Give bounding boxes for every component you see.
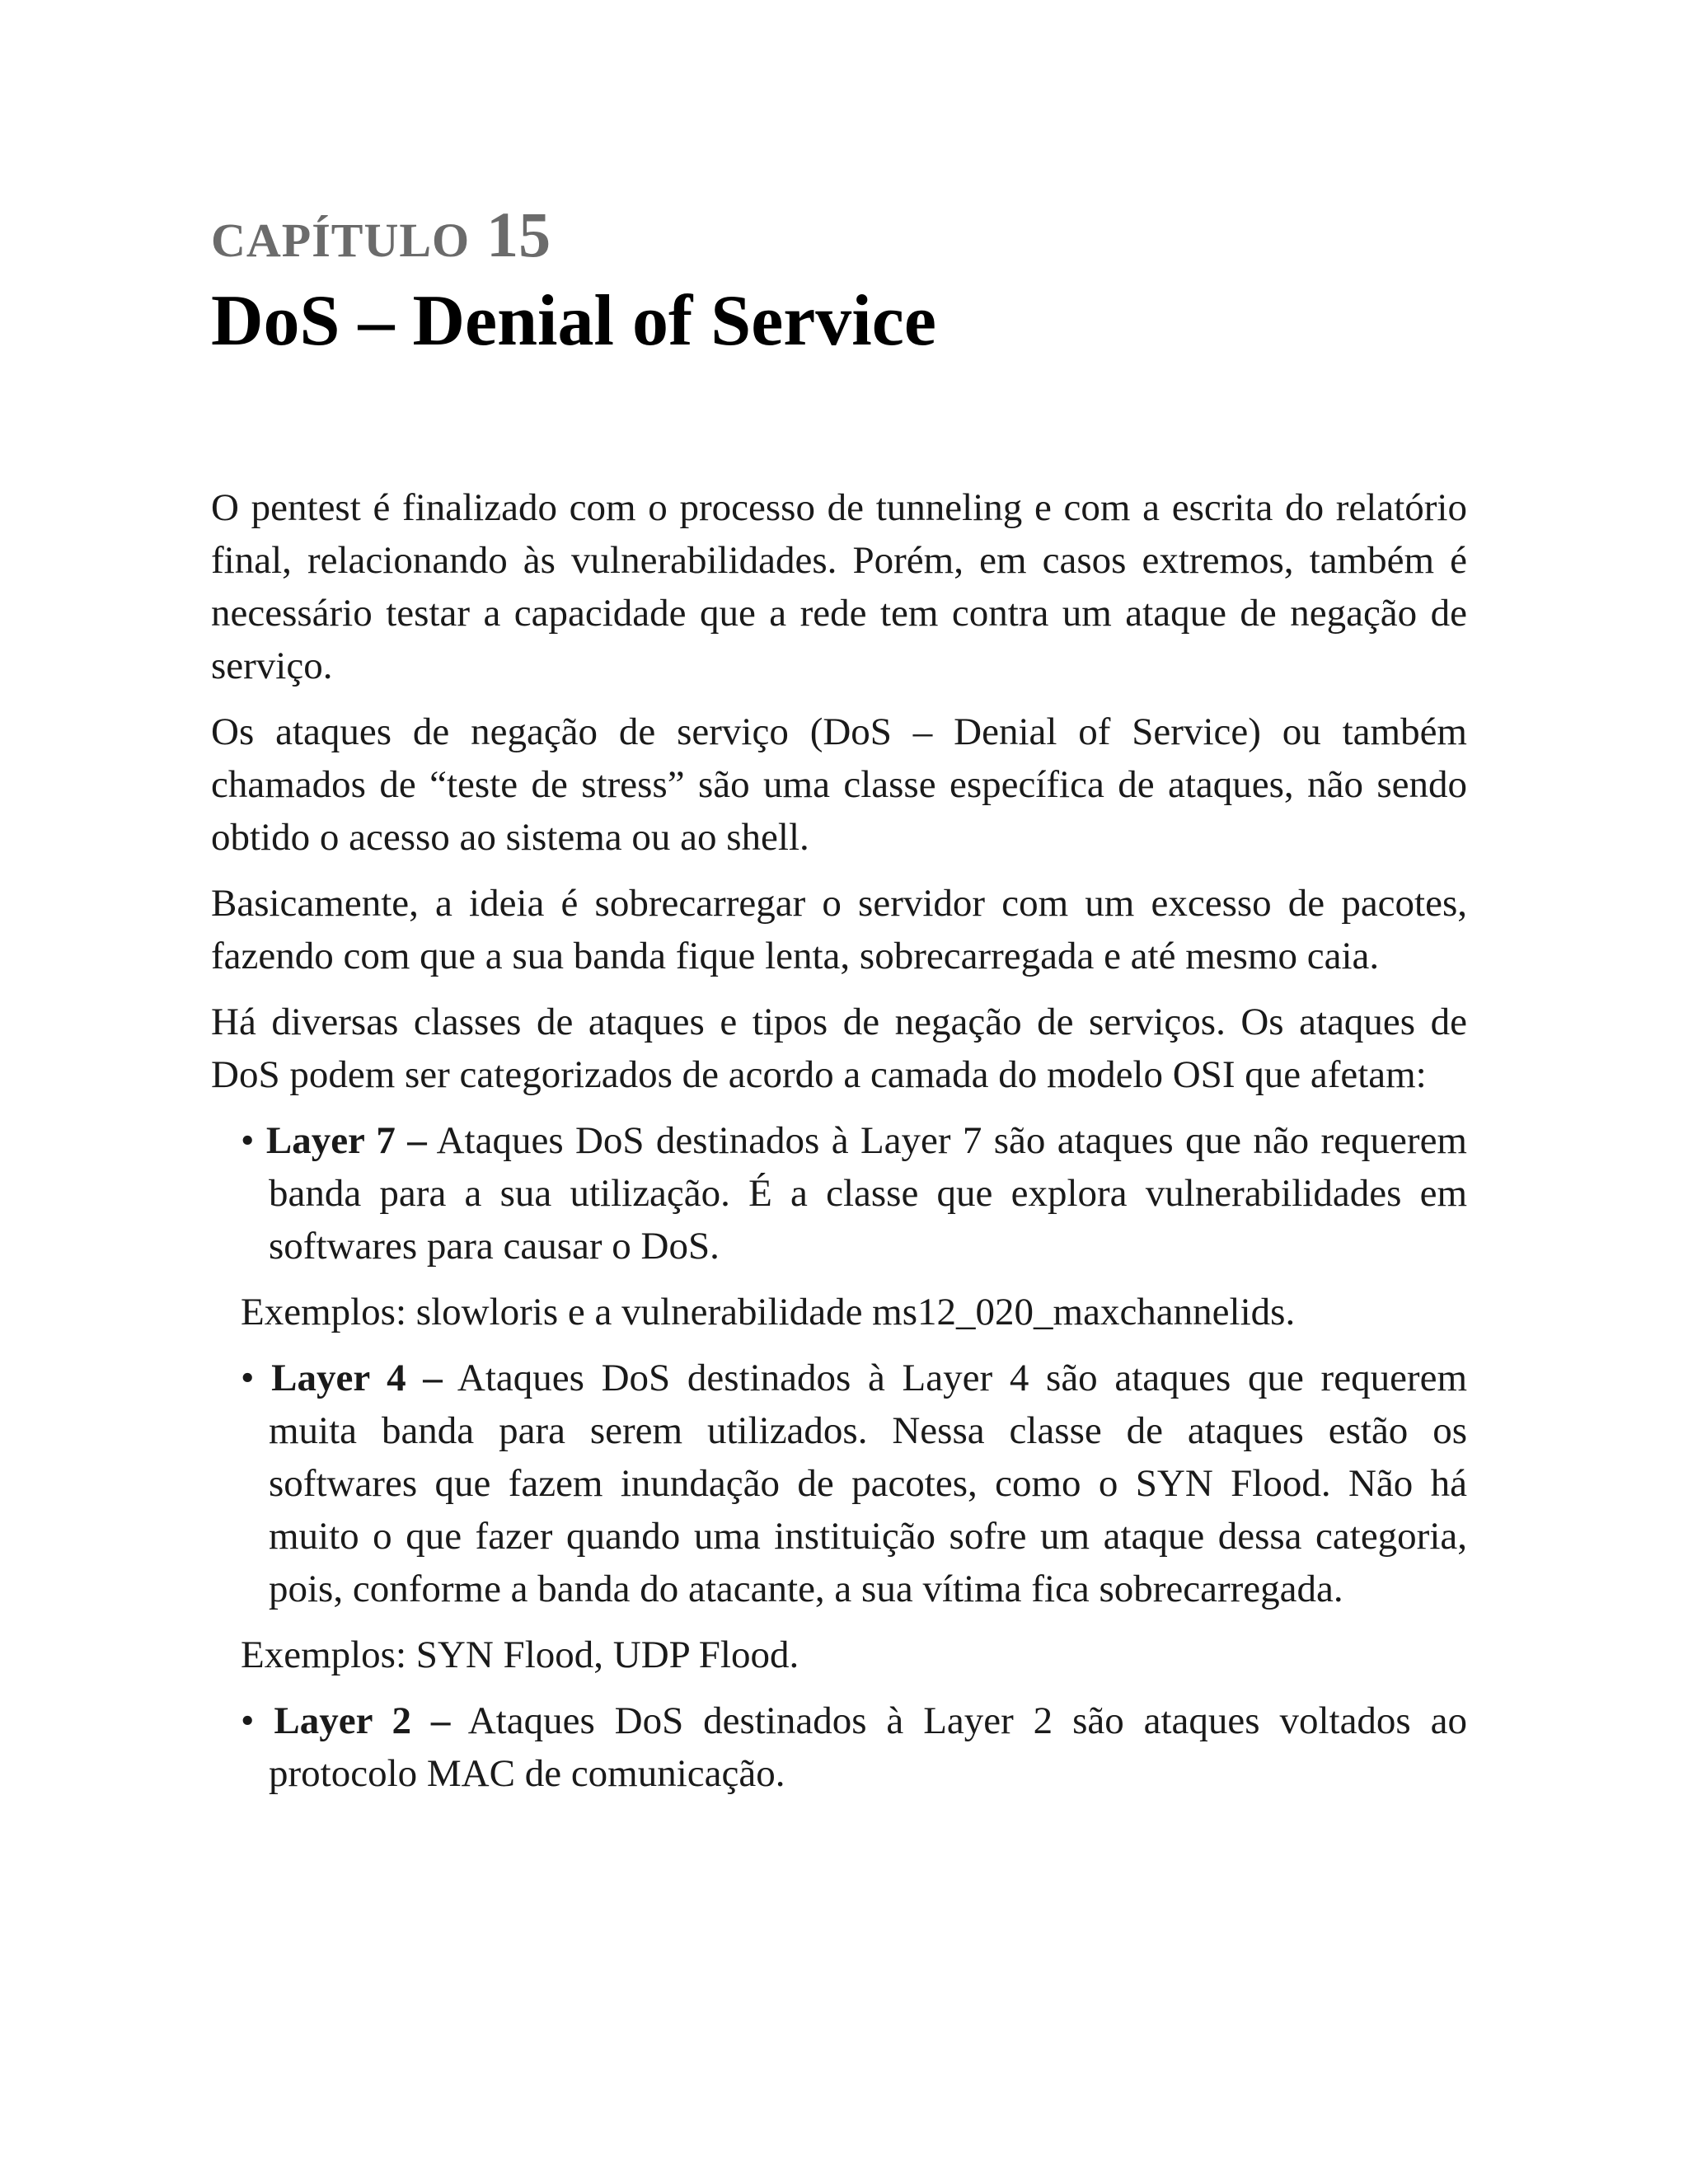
chapter-number: 15 bbox=[486, 199, 551, 270]
chapter-label bbox=[211, 199, 1467, 270]
examples-layer-4: Exemplos: SYN Flood, UDP Flood. bbox=[241, 1633, 799, 1676]
bullet: • bbox=[241, 1119, 255, 1162]
chapter-body bbox=[211, 481, 1467, 1813]
list-item-layer-7 bbox=[241, 1114, 1467, 1272]
paragraph: O pentest é finalizado com o processo de tunneling e com a escrita do relatório final, relacionando às vulnerabilidades. Porém, em casos extremos, também é necessário testar a capacidade que a rede tem contra um ataque de negação de serviço. bbox=[211, 486, 1467, 687]
list-item-text: Ataques DoS destinados à Layer 2 são ataques voltados ao protocolo MAC de comunicação. bbox=[269, 1699, 1467, 1795]
list-item-term: Layer 7 – bbox=[265, 1119, 427, 1162]
list-item-term: Layer 2 – bbox=[274, 1699, 451, 1742]
bullet: • bbox=[241, 1699, 255, 1742]
list-item-term: Layer 4 – bbox=[271, 1357, 443, 1399]
examples-layer-7: Exemplos: slowloris e a vulnerabilidade ms12_020_maxchannelids. bbox=[241, 1291, 1296, 1333]
paragraph: Basicamente, a ideia é sobrecarregar o servidor com um excesso de pacotes, fazendo com que a sua banda fique lenta, sobrecarregada e até mesmo caia. bbox=[211, 882, 1467, 977]
bullet: • bbox=[241, 1357, 255, 1399]
list-item-layer-2 bbox=[241, 1694, 1467, 1800]
paragraph: Há diversas classes de ataques e tipos de negação de serviços. Os ataques de DoS podem ser categorizados de acordo a camada do modelo OSI que afetam: bbox=[211, 1001, 1467, 1096]
chapter-title: DoS – Denial of Service bbox=[211, 281, 936, 361]
chapter-word: CAPÍTULO bbox=[211, 213, 471, 267]
list-item-layer-4 bbox=[241, 1352, 1467, 1615]
list-item-text: Ataques DoS destinados à Layer 4 são ataques que requerem muita banda para serem utilizados. Nessa classe de ataques estão os softwares que fazem inundação de pacotes, como o SYN Flood. Não há muito o que fazer quando uma instituição sofre um ataque dessa categoria, pois, conforme a banda do atacante, a sua vítima fica sobrecarregada. bbox=[269, 1357, 1468, 1610]
page bbox=[211, 199, 1468, 1795]
list-item-text: Ataques DoS destinados à Layer 7 são ataques que não requerem banda para a sua utilização. É a classe que explora vulnerabilidades em softwares para causar o DoS. bbox=[269, 1119, 1467, 1268]
paragraph: Os ataques de negação de serviço (DoS – Denial of Service) ou também chamados de “teste de stress” são uma classe específica de ataques, não sendo obtido o acesso ao sistema ou ao shell. bbox=[211, 710, 1467, 859]
